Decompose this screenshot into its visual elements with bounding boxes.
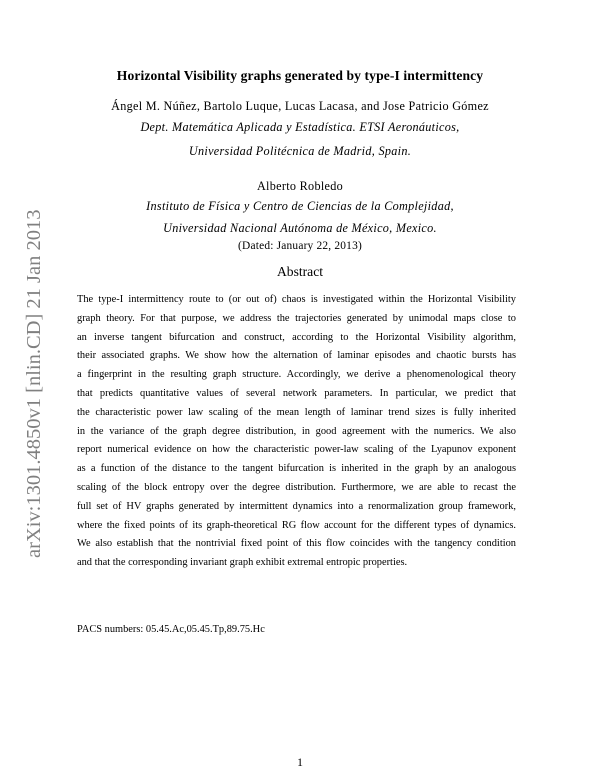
pacs-numbers: PACS numbers: 05.45.Ac,05.45.Tp,89.75.Hc [77,624,265,635]
abstract-line: that predicts quantitative values of several network parameters. In particular, we predict that [77,387,516,399]
abstract-line: the characteristic power law scaling of the mean length of laminar trend sizes is fully inherited [77,406,516,418]
abstract-line: their associated graphs. We show how the alternation of laminar episodes and chaotic bursts has [77,350,516,362]
abstract-line: The type-I intermittency route to (or out of) chaos is investigated within the Horizontal Visibility [77,294,516,305]
page-number: 1 [297,755,303,769]
abstract-heading: Abstract [276,264,324,279]
affiliation-1-line-1: Dept. Matemática Aplicada y Estadística. ETSI Aeronáuticos, [140,120,460,134]
abstract-line: a fingerprint in the resulting graph structure. Accordingly, we derive a phenomenological theory [77,369,516,381]
abstract-line: scaling of the block entropy over the degree distribution. Furthermore, we are able to recast the [77,481,516,493]
abstract-line: in the variance of the graph degree distribution, in good agreement with the numerics. We also [77,425,516,437]
affiliation-1-line-2: Universidad Politécnica de Madrid, Spain. [188,144,412,158]
abstract-line: report numerical evidence on how the characteristic power-law scaling of the Lyapunov exponent [77,444,516,456]
paper-title: Horizontal Visibility graphs generated by type-I intermittency [116,68,484,83]
abstract-line: as a function of the distance to the tangent bifurcation is inherited in the graph by an analogous [77,463,516,475]
dated-line: (Dated: January 22, 2013) [238,240,362,252]
abstract-body [77,291,516,573]
affiliation-2-line-1: Instituto de Física y Centro de Ciencias de la Complejidad, [146,199,454,213]
abstract-line: an inverse tangent bifurcation and construct, according to the Horizontal Visibility algorithm, [77,331,516,343]
arxiv-stamp-text: arXiv:1301.4850v1 [nlin.CD] 21 Jan 2013 [23,209,45,558]
affiliation-2-line-2: Universidad Nacional Autónoma de México, Mexico. [163,221,437,235]
abstract-line: where the fixed points of its graph-theoretical RG flow account for the different types of dynamics. [77,519,516,531]
abstract-line: and that the corresponding invariant graph exhibit extremal entropic properties. [77,557,408,569]
author-2: Alberto Robledo [256,179,344,193]
abstract-line: graph theory. For that purpose, we address the trajectories generated by unimodal maps close to [77,312,516,324]
abstract-line: full set of HV graphs generated by intermittent dynamics into a renormalization group framework, [77,500,516,512]
abstract-line: We also establish that the nontrivial fixed point of this flow coincides with the tangency condition [77,538,516,550]
author-list: Ángel M. Núñez, Bartolo Luque, Lucas Lacasa, and Jose Patricio Gómez [111,99,489,113]
